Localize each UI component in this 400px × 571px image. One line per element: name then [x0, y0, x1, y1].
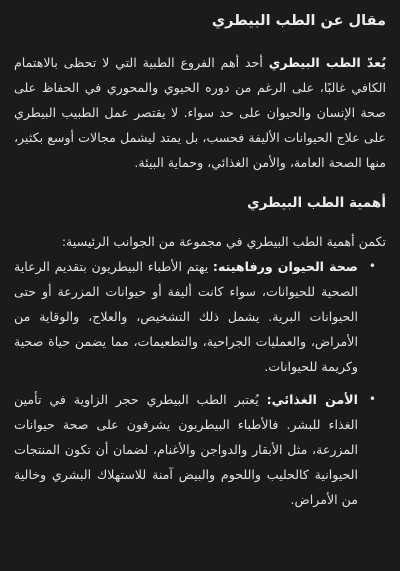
point-text: يُعتبر الطب البيطري حجر الزاوية في تأمين الغذاء للبشر. فالأطباء البيطريون يشرفون على صحة حيوانات المزرعة، مثل الأبقار والدواجن والأغنام، لضمان أن تكون المنتجات الحيوانية كالحليب واللحوم والبيض آمنة للاستهلاك البشري وخالية من الأمراض. — [14, 392, 358, 507]
bullet-icon: • — [368, 259, 376, 273]
list-item — [14, 387, 386, 512]
point-text: يهتم الأطباء البيطريون بتقديم الرعاية الصحية للحيوانات، سواء كانت أليفة أو حيوانات المزرعة أو حتى الحيوانات البرية. يشمل ذلك التشخيص، والعلاج، والوقاية من الأمراض، والعمليات الجراحية، والتطعيمات، مما يضمن حياة صحية وكريمة للحيوانات. — [14, 259, 358, 374]
point-heading: الأمن الغذائي: — [266, 392, 358, 407]
article-title: مقال عن الطب البيطري — [211, 13, 386, 29]
intro-bold-term: يُعدّ الطب البيطري — [268, 55, 387, 70]
section-title: أهمية الطب البيطري — [247, 195, 386, 211]
intro-text: أحد أهم الفروع الطبية التي لا تحظى بالاهتمام الكافي غالبًا، على الرغم من دوره الحيوي والمحوري في الحفاظ على صحة الإنسان والحيوان على حد سواء. لا يقتصر عمل الطبيب البيطري على علاج الحيوانات الأليفة فحسب، بل يمتد ليشمل مجالات أوسع بكثير، منها الصحة العامة، والأمن الغذائي، وحماية البيئة. — [14, 55, 386, 170]
point-heading: صحة الحيوان ورفاهيته: — [212, 259, 358, 274]
list-item — [14, 254, 386, 379]
section-intro: تكمن أهمية الطب البيطري في مجموعة من الجوانب الرئيسية: — [61, 234, 386, 249]
bullet-icon: • — [368, 392, 376, 406]
points-list — [14, 254, 386, 512]
intro-paragraph — [14, 50, 386, 175]
